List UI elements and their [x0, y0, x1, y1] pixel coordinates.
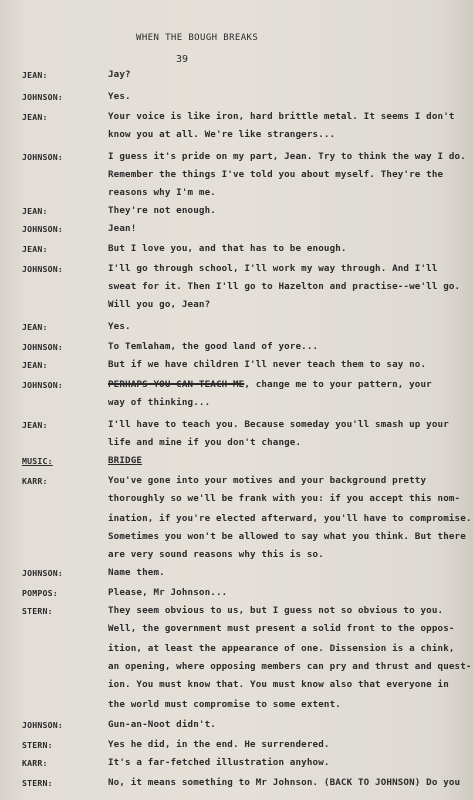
dialogue-text: Yes.: [108, 91, 131, 102]
dialogue-text: It's a far-fetched illustration anyhow.: [108, 757, 330, 768]
speaker-label: JOHNSON:: [22, 342, 64, 352]
dialogue-text: To Temlaham, the good land of yore...: [108, 341, 319, 352]
dialogue-text: Will you go, Jean?: [108, 299, 211, 310]
dialogue-text: ion. You must know that. You must know also that everyone in: [108, 679, 449, 690]
dialogue-text: an opening, where opposing members can pry and thrust and quest-: [108, 661, 472, 672]
speaker-label: JOHNSON:: [22, 380, 64, 390]
dialogue-text: Please, Mr Johnson...: [108, 587, 228, 598]
page-number: 39: [176, 54, 189, 65]
dialogue-text: BRIDGE: [108, 455, 143, 466]
speaker-label: MUSIC:: [22, 456, 53, 466]
dialogue-text: You've gone into your motives and your background pretty: [108, 475, 427, 486]
speaker-label: STERN:: [22, 778, 53, 788]
speaker-label: JOHNSON:: [22, 152, 64, 162]
dialogue-text: No, it means something to Mr Johnson. (BACK TO JOHNSON) Do you: [108, 777, 461, 788]
dialogue-text: are very sound reasons why this is so.: [108, 549, 324, 560]
dialogue-text: They seem obvious to us, but I guess not so obvious to you.: [108, 605, 444, 616]
speaker-label: POMPOS:: [22, 588, 58, 598]
dialogue-text: I'll have to teach you. Because someday you'll smash up your: [108, 419, 449, 430]
dialogue-text: They're not enough.: [108, 205, 216, 216]
dialogue-text: Remember the things I've told you about myself. They're the: [108, 169, 444, 180]
dialogue-text: But if we have children I'll never teach them to say no.: [108, 359, 427, 370]
speaker-label: JEAN:: [22, 322, 48, 332]
dialogue-text: Your voice is like iron, hard brittle metal. It seems I don't: [108, 111, 455, 122]
dialogue-text: Well, the government must present a solid front to the oppos-: [108, 623, 455, 634]
speaker-label: JOHNSON:: [22, 264, 64, 274]
speaker-label: JEAN:: [22, 360, 48, 370]
speaker-label: JEAN:: [22, 206, 48, 216]
struck-text: PERHAPS YOU CAN TEACH ME: [108, 379, 245, 390]
dialogue-text: Jay?: [108, 69, 131, 80]
speaker-label: JOHNSON:: [22, 720, 64, 730]
speaker-label: JEAN:: [22, 112, 48, 122]
dialogue-text: Yes he did, in the end. He surrendered.: [108, 739, 330, 750]
dialogue-text: Name them.: [108, 567, 165, 578]
dialogue-text: PERHAPS YOU CAN TEACH ME, change me to your pattern, your: [108, 379, 432, 390]
speaker-label: STERN:: [22, 606, 53, 616]
dialogue-text: sweat for it. Then I'll go to Hazelton and practise--we'll go.: [108, 281, 461, 292]
dialogue-text: the world must compromise to some extent.: [108, 699, 341, 710]
speaker-label: JEAN:: [22, 70, 48, 80]
speaker-label: JOHNSON:: [22, 92, 64, 102]
dialogue-text: thoroughly so we'll be frank with you: if you accept this nom-: [108, 493, 461, 504]
dialogue-text: know you at all. We're like strangers...: [108, 129, 336, 140]
dialogue-text: Jean!: [108, 223, 137, 234]
dialogue-text: I guess it's pride on my part, Jean. Try to think the way I do.: [108, 151, 466, 162]
speaker-label: KARR:: [22, 476, 48, 486]
speaker-label: JEAN:: [22, 420, 48, 430]
dialogue-text: Yes.: [108, 321, 131, 332]
speaker-label: JOHNSON:: [22, 568, 64, 578]
speaker-label: STERN:: [22, 740, 53, 750]
dialogue-text: way of thinking...: [108, 397, 211, 408]
speaker-label: KARR:: [22, 758, 48, 768]
script-page: WHEN THE BOUGH BREAKS 39 JEAN: Jay? JOHNSON: Yes. JEAN: Your voice is like iron, hard brittle metal. It seems I don't know you at all. We're like strangers... JOHNSON: I guess it's pride on my part, Jean. Try to think the way I do. Remember the things I've told you about myself. They're the reasons why I'm me. JEAN: They're not enough. JOHNSON: Jean! JEAN: But I love you, and that has to be enough. JOHNSON: I'll go through school, I'll work my way through. And I'll sweat for it. Then I'll go to Hazelton and practise--we'll go. Will you go, Jean? JEAN: Yes. JOHNSON: To Temlaham, the good land of yore... JEAN: But if we have children I'll never teach them to say no. JOHNSON: PERHAPS YOU CAN TEACH ME, change me to your pattern, your way of thinking... JEAN: I'll have to teach you. Because someday you'll smash up your life and mine if you don't change. MUSIC: BRIDGE KARR: You've gone into your motives and your background pretty thoroughly so we'll be frank with you: if you accept this nom- ination, if you're elected afterward, you'll have to compromise. Sometimes you won't be allowed to say what you think. But there are very sound reasons why this is so. JOHNSON: Name them. POMPOS: Please, Mr Johnson... STERN: They seem obvious to us, but I guess not so obvious to you. Well, the government must present a solid front to the oppos- ition, at least the appearance of one. Dissension is a chink, an opening, where opposing members can pry and thrust and quest- ion. You must know that. You must know also that everyone in the world must compromise to some extent. JOHNSON: Gun-an-Noot didn't. STERN: Yes he did, in the end. He surrendered. KARR: It's a far-fetched illustration anyhow. STERN: No, it means something to Mr Johnson. (BACK TO JOHNSON) Do you: [0, 0, 473, 800]
dialogue-text: reasons why I'm me.: [108, 187, 216, 198]
dialogue-text: life and mine if you don't change.: [108, 437, 302, 448]
dialogue-text: ination, if you're elected afterward, you'll have to compromise.: [108, 513, 472, 524]
dialogue-text: ition, at least the appearance of one. Dissension is a chink,: [108, 643, 455, 654]
speaker-label: JOHNSON:: [22, 224, 64, 234]
speaker-label: JEAN:: [22, 244, 48, 254]
dialogue-text: I'll go through school, I'll work my way through. And I'll: [108, 263, 438, 274]
dialogue-text: But I love you, and that has to be enough.: [108, 243, 347, 254]
dialogue-text: Sometimes you won't be allowed to say what you think. But there: [108, 531, 466, 542]
dialogue-text: Gun-an-Noot didn't.: [108, 719, 216, 730]
